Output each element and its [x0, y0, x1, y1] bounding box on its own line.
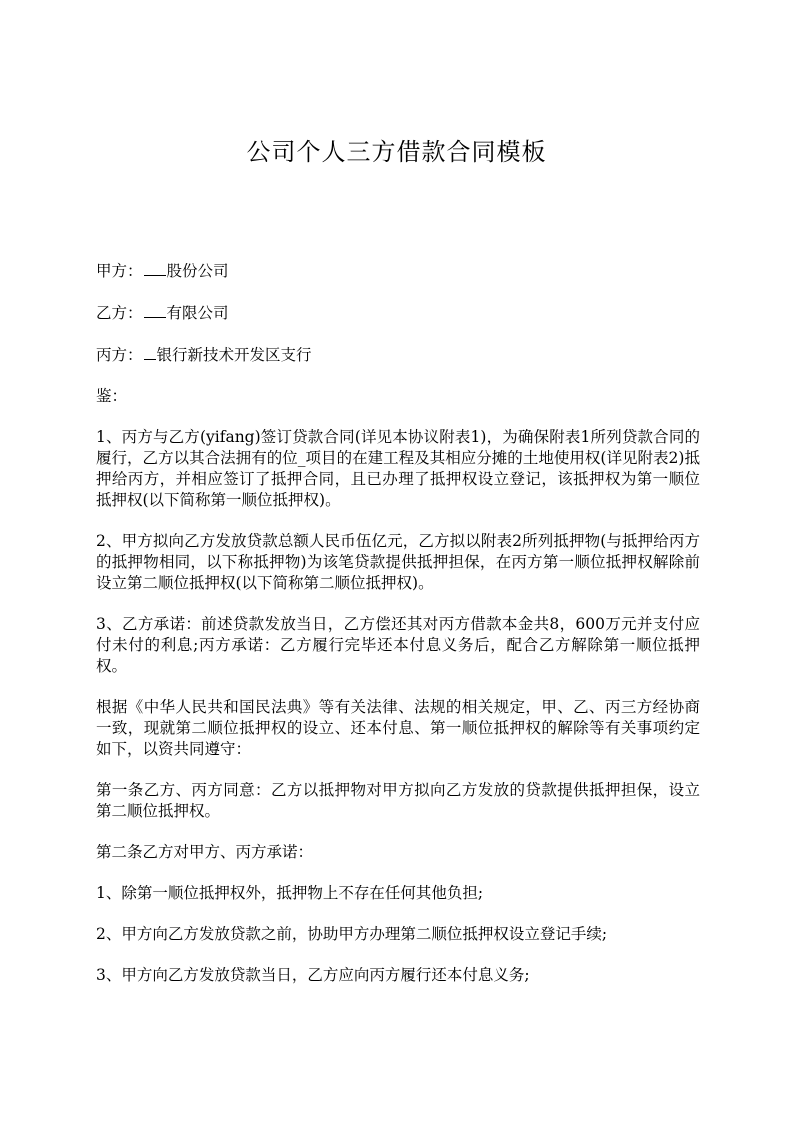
party-b-name: 有限公司: [166, 304, 229, 322]
party-b-label: 乙方：: [96, 304, 143, 322]
recital-3: 3、乙方承诺：前述贷款发放当日，乙方偿还其对丙方借款本金共8，600万元并支付应付未付的利息;丙方承诺：乙方履行完毕还本付息义务后，配合乙方解除第一顺位抵押权。: [96, 615, 700, 675]
document-body: [96, 260, 700, 1006]
article-2-item-1: 1、除第一顺位抵押权外，抵押物上不存在任何其他负担;: [96, 884, 484, 902]
party-a-blank: [144, 260, 166, 276]
article-2-item-2: 2、甲方向乙方发放贷款之前，协助甲方办理第二顺位抵押权设立登记手续;: [96, 925, 608, 943]
party-a-name: 股份公司: [166, 262, 229, 280]
party-c-line: [96, 344, 700, 366]
party-a-line: [96, 260, 700, 282]
party-b-blank: [144, 302, 166, 318]
recital-1: 1、丙方与乙方(yifang)签订贷款合同(详见本协议附表1)，为确保附表1所列贷款合同的履行，乙方以其合法拥有的位_项目的在建工程及其相应分摊的土地使用权(详见附表2)抵押给丙方，并相应签订了抵押合同，且已办理了抵押权设立登记，该抵押权为第一顺位抵押权(以下简称第一顺位抵押权)。: [96, 428, 700, 509]
party-c-blank: [144, 344, 156, 360]
article-2-heading: 第二条乙方对甲方、丙方承诺：: [96, 843, 314, 861]
legal-basis-paragraph: 根据《中华人民共和国民法典》等有关法律、法规的相关规定，甲、乙、丙三方经协商一致，现就第二顺位抵押权的设立、还本付息、第一顺位抵押权的解除等有关事项约定如下，以资共同遵守：: [96, 698, 700, 758]
party-a-label: 甲方：: [96, 262, 143, 280]
whereas-label: 鉴：: [96, 387, 128, 405]
recital-2: 2、甲方拟向乙方发放贷款总额人民币伍亿元，乙方拟以附表2所列抵押物(与抵押给丙方的抵押物相同，以下称抵押物)为该笔贷款提供抵押担保，在丙方第一顺位抵押权解除前设立第二顺位抵押权(以下简称第二顺位抵押权)。: [96, 532, 700, 592]
article-2-item-3: 3、甲方向乙方发放贷款当日，乙方应向丙方履行还本付息义务;: [96, 966, 530, 984]
document-title: 公司个人三方借款合同模板: [246, 138, 547, 166]
article-1: 第一条乙方、丙方同意：乙方以抵押物对甲方拟向乙方发放的贷款提供抵押担保，设立第二顺位抵押权。: [96, 781, 700, 820]
party-c-name: 银行新技术开发区支行: [156, 346, 312, 364]
party-b-line: [96, 302, 700, 324]
party-c-label: 丙方：: [96, 346, 143, 364]
